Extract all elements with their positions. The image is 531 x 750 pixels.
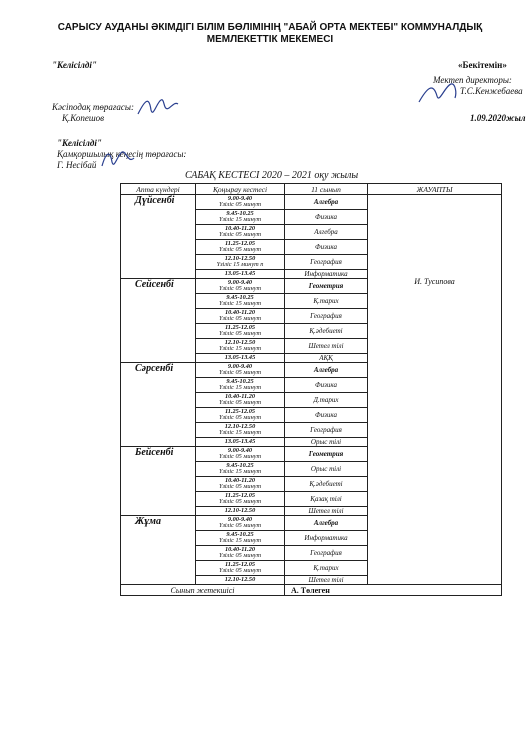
subject-cell: Информатика <box>285 531 368 546</box>
lesson-time: 11.25-12.05 <box>224 561 256 568</box>
lesson-time: 12.10-12.50 <box>224 423 256 430</box>
lesson-time: 12.10-12.50 <box>224 507 256 514</box>
subject-cell: Геометрия <box>285 447 368 462</box>
subject-cell: АҚҚ <box>285 354 368 363</box>
lesson-time: 11.25-12.05 <box>224 408 256 415</box>
break-duration: Үзіліс 15 минут <box>218 468 262 475</box>
schedule-body <box>121 195 502 585</box>
bell-time-cell <box>196 378 285 393</box>
subject-cell: География <box>285 546 368 561</box>
board-chair-signature <box>98 146 138 174</box>
day-cell: Сейсенбі <box>121 279 196 363</box>
break-duration: Үзіліс 05 минут <box>218 315 262 322</box>
subject-cell: Д.тарих <box>285 393 368 408</box>
header-days: Апта күндері <box>121 184 196 195</box>
bell-time-cell <box>196 255 285 270</box>
break-duration: Үзіліс 05 минут <box>218 285 262 292</box>
agreed-label-1: "Келісілді" <box>52 60 97 70</box>
bell-time-cell <box>196 354 285 363</box>
subject-cell: Физика <box>285 378 368 393</box>
subject-cell: Алгебра <box>285 363 368 378</box>
lesson-time: 9.45-10.25 <box>226 210 254 217</box>
lesson-time: 9.45-10.25 <box>226 378 254 385</box>
bell-time-cell <box>196 546 285 561</box>
organization-header <box>40 22 500 46</box>
break-duration: Үзіліс 05 минут <box>218 246 262 253</box>
approval-date: 1.09.2020жыл <box>470 113 526 123</box>
subject-cell: Геометрия <box>285 279 368 294</box>
subject-cell: Қазақ тілі <box>285 492 368 507</box>
lesson-time: 9.45-10.25 <box>226 531 254 538</box>
bell-time-cell <box>196 294 285 309</box>
lesson-time: 9.00-9.40 <box>227 447 253 454</box>
bell-time-cell <box>196 240 285 255</box>
break-duration: Үзіліс 05 минут <box>218 498 262 505</box>
subject-cell: Шетел тілі <box>285 576 368 585</box>
board-chair-name: Г. Несібай <box>57 160 97 170</box>
director-signature <box>415 78 460 108</box>
lesson-time: 12.10-12.50 <box>224 576 256 583</box>
lesson-time: 10.40-11.20 <box>224 546 256 553</box>
header-bells: Қоңырау кестесі <box>196 184 285 195</box>
lesson-time: 10.40-11.20 <box>224 309 256 316</box>
lesson-time: 11.25-12.05 <box>224 492 256 499</box>
schedule-table <box>120 183 502 596</box>
agreed-label-2: "Келісілді" <box>57 138 102 148</box>
subject-cell: География <box>285 309 368 324</box>
break-duration: Үзіліс 05 минут <box>218 369 262 376</box>
subject-cell: География <box>285 255 368 270</box>
board-chair-label: Қамқоршылық кеңесің төрағасы: <box>57 149 187 159</box>
lesson-time: 9.00-9.40 <box>227 279 253 286</box>
subject-cell: География <box>285 423 368 438</box>
union-chair-signature <box>135 92 180 120</box>
responsible-cell: И. Тусипова <box>368 195 502 585</box>
bell-time-cell <box>196 393 285 408</box>
break-duration: Үзіліс 05 минут <box>218 330 262 337</box>
day-cell: Жұма <box>121 516 196 585</box>
break-duration: Үзіліс 05 минут <box>218 231 262 238</box>
subject-cell: Информатика <box>285 270 368 279</box>
union-chair-label: Кәсіподақ төрағасы: <box>52 102 134 112</box>
break-duration: Үзіліс 05 минут <box>218 399 262 406</box>
lesson-time: 10.40-11.20 <box>224 393 256 400</box>
approved-label: «Бекітемін» <box>458 60 507 70</box>
subject-cell: Қ.тарих <box>285 294 368 309</box>
break-duration: Үзіліс 15 минут п <box>216 261 264 268</box>
schedule-title: САБАҚ КЕСТЕСІ 2020 – 2021 оқу жылы <box>185 170 359 181</box>
director-label: Мектеп директоры: <box>433 75 512 85</box>
subject-cell: Физика <box>285 210 368 225</box>
org-line-1: САРЫСУ АУДАНЫ ӘКІМДІГІ БІЛІМ БӨЛІМІНІҢ "АБАЙ ОРТА МЕКТЕБІ" КОММУНАЛДЫҚ <box>57 22 483 33</box>
bell-time-cell <box>196 279 285 294</box>
lesson-time: 9.00-9.40 <box>227 516 253 523</box>
lesson-time: 12.10-12.50 <box>224 255 256 262</box>
subject-cell: Алгебра <box>285 195 368 210</box>
subject-cell: Қ.тарих <box>285 561 368 576</box>
subject-cell: Физика <box>285 408 368 423</box>
lesson-time: 9.45-10.25 <box>226 462 254 469</box>
break-duration: Үзіліс 05 минут <box>218 522 262 529</box>
break-duration: Үзіліс 15 минут <box>218 537 262 544</box>
header-class: 11 сынып <box>285 184 368 195</box>
bell-time-cell <box>196 447 285 462</box>
bell-time-cell <box>196 408 285 423</box>
bell-time-cell <box>196 225 285 240</box>
director-name: Т.С.Кенжебаева <box>460 86 523 96</box>
day-cell: Сәрсенбі <box>121 363 196 447</box>
bell-time-cell <box>196 339 285 354</box>
lesson-time: 11.25-12.05 <box>224 240 256 247</box>
lesson-time: 13.05-13.45 <box>224 354 256 361</box>
bell-time-cell <box>196 324 285 339</box>
lesson-time: 10.40-11.20 <box>224 225 256 232</box>
break-duration: Үзіліс 15 минут <box>218 384 262 391</box>
table-row <box>121 195 502 210</box>
subject-cell: Қ.әдебиеті <box>285 477 368 492</box>
break-duration: Үзіліс 05 минут <box>218 483 262 490</box>
bell-time-cell <box>196 561 285 576</box>
subject-cell: Шетел тілі <box>285 339 368 354</box>
header-responsible: ЖАУАПТЫ <box>368 184 502 195</box>
bell-time-cell <box>196 210 285 225</box>
lesson-time: 13.05-13.45 <box>224 438 256 445</box>
lesson-time: 9.45-10.25 <box>226 294 254 301</box>
org-line-2: МЕМЛЕКЕТТІК МЕКЕМЕСІ <box>206 34 334 45</box>
break-duration: Үзіліс 05 минут <box>218 414 262 421</box>
break-duration: Үзіліс 05 минут <box>218 201 262 208</box>
bell-time-cell <box>196 477 285 492</box>
bell-time-cell <box>196 462 285 477</box>
bell-time-cell <box>196 516 285 531</box>
subject-cell: Шетел тілі <box>285 507 368 516</box>
bell-time-cell <box>196 438 285 447</box>
break-duration: Үзіліс 05 минут <box>218 453 262 460</box>
bell-time-cell <box>196 531 285 546</box>
subject-cell: Алгебра <box>285 516 368 531</box>
subject-cell: Қ.әдебиеті <box>285 324 368 339</box>
bell-time-cell <box>196 423 285 438</box>
bell-time-cell <box>196 492 285 507</box>
bell-time-cell <box>196 309 285 324</box>
break-duration: Үзіліс 15 минут <box>218 345 262 352</box>
bell-time-cell <box>196 507 285 516</box>
subject-cell: Орыс тілі <box>285 462 368 477</box>
subject-cell: Алгебра <box>285 225 368 240</box>
lesson-time: 9.00-9.40 <box>227 195 253 202</box>
footer-label: Сынып жетекшісі <box>121 585 285 596</box>
lesson-time: 10.40-11.20 <box>224 477 256 484</box>
union-chair-name: Қ.Копешов <box>62 113 105 123</box>
break-duration: Үзіліс 15 минут <box>218 216 262 223</box>
lesson-time: 11.25-12.05 <box>224 324 256 331</box>
bell-time-cell <box>196 576 285 585</box>
bell-time-cell <box>196 363 285 378</box>
lesson-time: 13.05-13.45 <box>224 270 256 277</box>
footer-name: А. Төлеген <box>285 585 502 596</box>
day-cell: Дүйсенбі <box>121 195 196 279</box>
subject-cell: Орыс тілі <box>285 438 368 447</box>
bell-time-cell <box>196 195 285 210</box>
break-duration: Үзіліс 15 минут <box>218 429 262 436</box>
break-duration: Үзіліс 15 минут <box>218 300 262 307</box>
bell-time-cell <box>196 270 285 279</box>
break-duration: Үзіліс 05 минут <box>218 567 262 574</box>
day-cell: Бейсенбі <box>121 447 196 516</box>
break-duration: Үзіліс 05 минут <box>218 552 262 559</box>
lesson-time: 9.00-9.40 <box>227 363 253 370</box>
lesson-time: 12.10-12.50 <box>224 339 256 346</box>
subject-cell: Физика <box>285 240 368 255</box>
